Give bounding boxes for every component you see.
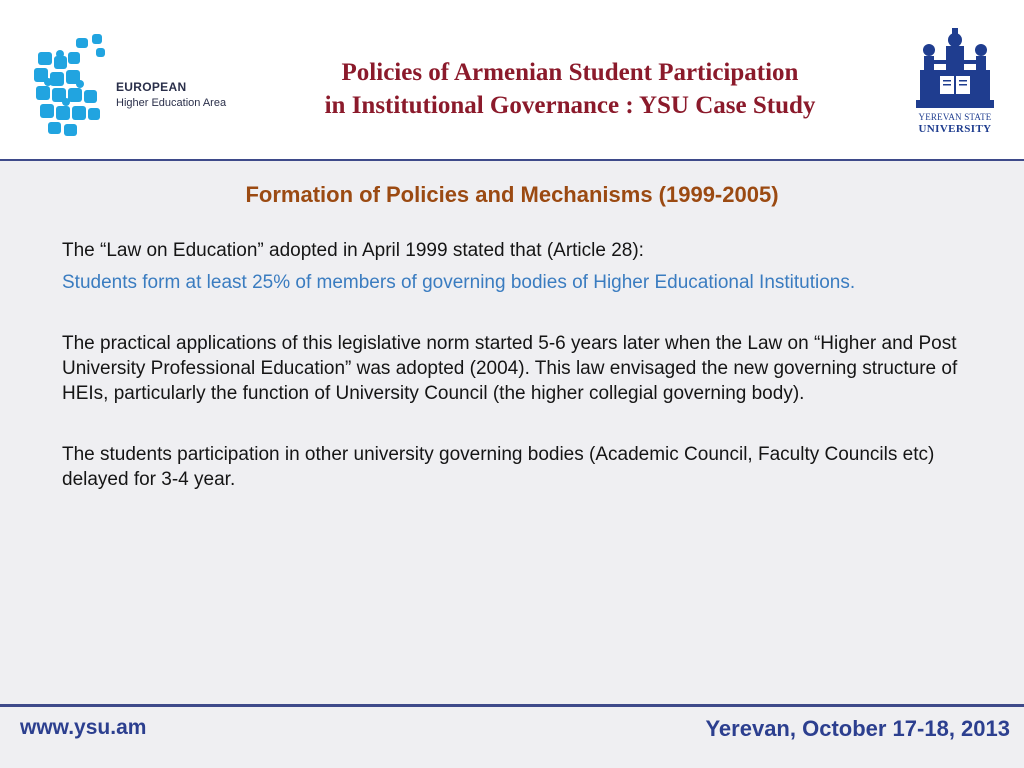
ysu-logo: [910, 26, 1000, 138]
paragraph-practical-applications: The practical applications of this legislative norm started 5-6 years later when the Law on “Higher and Post University Professional Education” was adopted (2004). This law envisaged the new governing structure of HEIs, particularly the function of University Council (the higher collegial governing body).: [62, 333, 958, 404]
paragraph-law-on-education: The “Law on Education” adopted in April 1999 stated that (Article 28):: [62, 240, 644, 261]
slide-header: [0, 0, 1024, 160]
footer-event-date: Yerevan, October 17-18, 2013: [705, 716, 1010, 741]
paragraph-student-participation: The students participation in other university governing bodies (Academic Council, Faculty Councils etc) delayed for 3-4 year.: [62, 444, 935, 490]
ehea-logo-text: [116, 80, 226, 109]
slide-title-line2: in Institutional Governance : YSU Case Study: [324, 92, 816, 119]
footer-url: www.ysu.am: [20, 716, 147, 739]
slide-subtitle: Formation of Policies and Mechanisms (1999-2005): [245, 182, 779, 207]
ehea-logo-line2: Higher Education Area: [116, 97, 227, 109]
header-divider: [0, 159, 1024, 161]
slide-title-line1: Policies of Armenian Student Participation: [341, 59, 799, 86]
ehea-logo-line1: EUROPEAN: [116, 80, 187, 94]
ehea-puzzle-logo-icon: [30, 32, 120, 140]
ysu-logo-line1: YEREVAN STATE: [918, 112, 992, 122]
ysu-emblem-icon: [910, 26, 1000, 110]
slide-title: [250, 56, 890, 122]
ysu-logo-line2: UNIVERSITY: [918, 123, 992, 135]
paragraph-student-quota: Students form at least 25% of members of governing bodies of Higher Educational Institutions.: [62, 272, 856, 293]
footer-divider: [0, 704, 1024, 707]
slide-body: [62, 238, 962, 492]
